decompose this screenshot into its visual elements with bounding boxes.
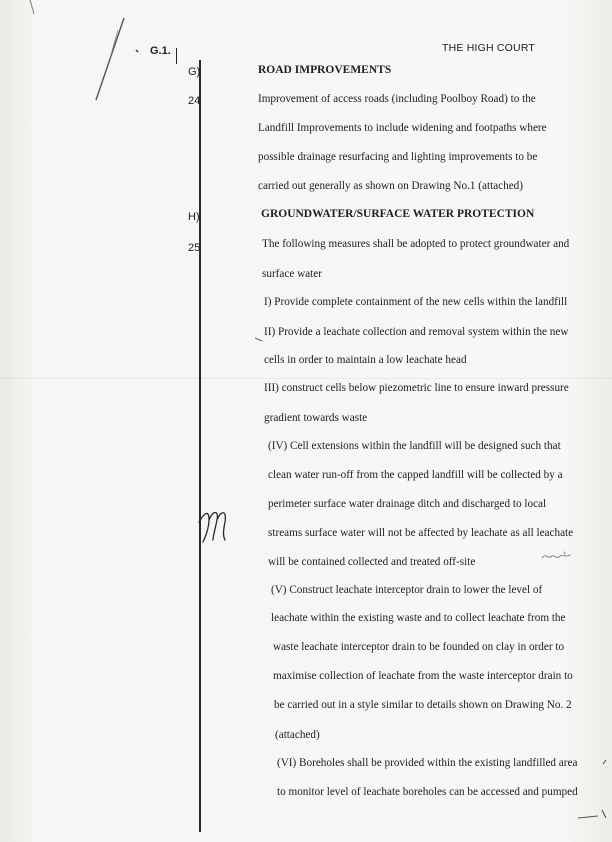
road-improvements-heading: ROAD IMPROVEMENTS (258, 64, 392, 76)
groundwater-line: (attached) (275, 729, 320, 741)
groundwater-line: (V) Construct leachate interceptor drain to lower the level of (271, 584, 543, 596)
groundwater-line: perimeter surface water drainage ditch and discharged to local (268, 498, 547, 510)
margin-number-24: 24 (188, 95, 201, 107)
groundwater-line: III) construct cells below piezometric line to ensure inward pressure (264, 382, 569, 394)
margin-label-h: H) (188, 211, 200, 223)
margin-label-g: G) (188, 66, 201, 78)
groundwater-line: surface water (262, 268, 322, 280)
groundwater-line: maximise collection of leachate from the waste interceptor drain to (273, 670, 573, 682)
groundwater-line: leachate within the existing waste and to collect leachate from the (271, 612, 566, 624)
road-line: carried out generally as shown on Drawing No.1 (attached) (258, 180, 523, 192)
handwritten-scribble (540, 548, 580, 564)
groundwater-line: be carried out in a style similar to details shown on Drawing No. 2 (274, 699, 572, 711)
road-line: Improvement of access roads (including Poolboy Road) to the (258, 93, 536, 105)
groundwater-line: to monitor level of leachate boreholes can be accessed and pumped (277, 786, 578, 798)
groundwater-line: (IV) Cell extensions within the landfill will be designed such that (268, 440, 561, 452)
groundwater-line: will be contained collected and treated off-site (268, 556, 476, 568)
groundwater-line: (VI) Boreholes shall be provided within the existing landfilled area (277, 757, 578, 769)
handwritten-initials (195, 502, 235, 546)
groundwater-line: clean water run-off from the capped landfill will be collected by a (268, 469, 563, 481)
court-title: THE HIGH COURT (442, 42, 536, 54)
groundwater-heading: GROUNDWATER/SURFACE WATER PROTECTION (261, 208, 535, 220)
groundwater-line: streams surface water will not be affected by leachate as all leachate (268, 527, 574, 539)
road-line: Landfill Improvements to include widening and footpaths where (258, 122, 547, 134)
groundwater-line: cells in order to maintain a low leachate head (264, 354, 467, 366)
groundwater-line: gradient towards waste (264, 412, 368, 424)
groundwater-line: waste leachate interceptor drain to be founded on clay in order to (273, 641, 565, 653)
document-id: G.1. (150, 45, 171, 57)
road-line: possible drainage resurfacing and lighting improvements to be (258, 151, 538, 163)
groundwater-line: The following measures shall be adopted to protect groundwater and (262, 238, 570, 250)
margin-number-25: 25 (188, 242, 201, 254)
groundwater-line: I) Provide complete containment of the new cells within the landfill (264, 296, 568, 308)
margin-rule (199, 60, 201, 832)
id-tick (176, 48, 177, 64)
groundwater-line: II) Provide a leachate collection and removal system within the new (264, 326, 569, 338)
